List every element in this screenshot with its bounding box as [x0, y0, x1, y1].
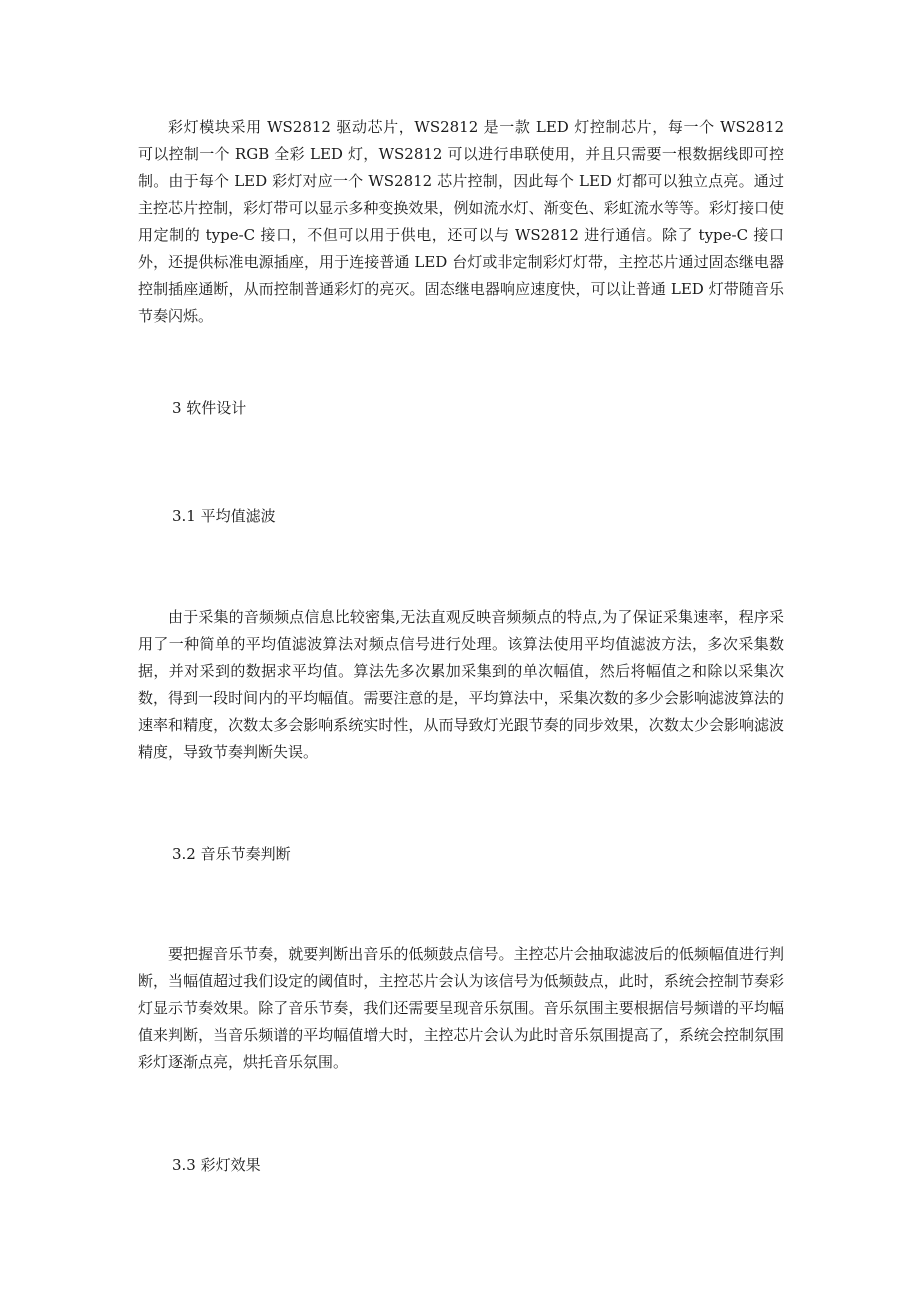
subsection-heading-light-effects: 3.3 彩灯效果	[172, 1156, 261, 1174]
section-heading-software-design: 3 软件设计	[172, 399, 247, 417]
paragraph-led-module: 彩灯模块采用 WS2812 驱动芯片，WS2812 是一款 LED 灯控制芯片，每一个 WS2812 可以控制一个 RGB 全彩 LED 灯，WS2812 可以进行串联使用，并且只需要一根数据线即可控制。由于每个 LED 彩灯对应一个 WS2812 芯片控制，因此每个 LED 灯都可以独立点亮。通过主控芯片控制，彩灯带可以显示多种变换效果，例如流水灯、渐变色、彩虹流水等等。彩灯接口使用定制的 type-C 接口，不但可以用于供电，还可以与 WS2812 进行通信。除了 type-C 接口外，还提供标准电源插座，用于连接普通 LED 台灯或非定制彩灯灯带，主控芯片通过固态继电器控制插座通断，从而控制普通彩灯的亮灭。固态继电器响应速度快，可以让普通 LED 灯带随音乐节奏闪烁。	[138, 118, 784, 325]
subsection-heading-rhythm-detection: 3.2 音乐节奏判断	[172, 845, 291, 863]
paragraph-rhythm-detection: 要把握音乐节奏，就要判断出音乐的低频鼓点信号。主控芯片会抽取滤波后的低频幅值进行判断，当幅值超过我们设定的阈值时，主控芯片会认为该信号为低频鼓点，此时，系统会控制节奏彩灯显示节奏效果。除了音乐节奏，我们还需要呈现音乐氛围。音乐氛围主要根据信号频谱的平均幅值来判断，当音乐频谱的平均幅值增大时，主控芯片会认为此时音乐氛围提高了，系统会控制氛围彩灯逐渐点亮，烘托音乐氛围。	[138, 945, 784, 1071]
paragraph-average-filter: 由于采集的音频频点信息比较密集,无法直观反映音频频点的特点,为了保证采集速率，程序采用了一种简单的平均值滤波算法对频点信号进行处理。该算法使用平均值滤波方法，多次采集数据，并对采到的数据求平均值。算法先多次累加采集到的单次幅值，然后将幅值之和除以采集次数，得到一段时间内的平均幅值。需要注意的是，平均算法中，采集次数的多少会影响滤波算法的速率和精度，次数太多会影响系统实时性，从而导致灯光跟节奏的同步效果，次数太少会影响滤波精度，导致节奏判断失误。	[138, 608, 784, 761]
subsection-heading-average-filter: 3.1 平均值滤波	[172, 507, 276, 525]
